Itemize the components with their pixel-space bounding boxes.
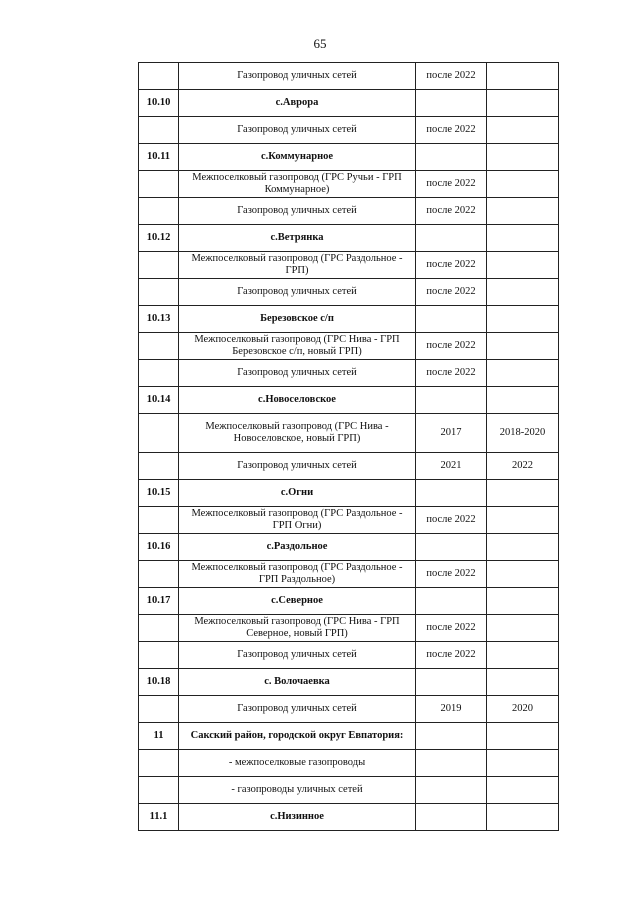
year-end-cell: 2020 [487,696,559,723]
page-number: 65 [313,36,327,51]
year-end-cell [487,117,559,144]
table-row [139,480,559,507]
table-row [139,252,559,279]
object-name-cell: Газопровод уличных сетей [179,279,416,306]
table-row [139,387,559,414]
year-start-cell: после 2022 [416,615,487,642]
object-name-cell: Газопровод уличных сетей [179,642,416,669]
table-row [139,117,559,144]
object-name-cell: Межпоселковый газопровод (ГРС Нива - Новоселовское, новый ГРП) [179,414,416,453]
table-row [139,804,559,831]
table-row [139,453,559,480]
row-number-cell: 10.17 [139,588,179,615]
year-start-cell [416,480,487,507]
table-row [139,615,559,642]
table-row [139,669,559,696]
year-end-cell [487,252,559,279]
year-end-cell [487,387,559,414]
year-end-cell: 2022 [487,453,559,480]
year-end-cell [487,279,559,306]
year-end-cell [487,777,559,804]
row-number-cell [139,63,179,90]
year-start-cell [416,225,487,252]
year-end-cell [487,723,559,750]
table-row [139,777,559,804]
year-start-cell [416,777,487,804]
table-row [139,507,559,534]
table-row [139,90,559,117]
object-name-cell: Межпоселковый газопровод (ГРС Раздольное - ГРП) [179,252,416,279]
object-name-cell: с.Раздольное [179,534,416,561]
row-number-cell [139,171,179,198]
table-row [139,333,559,360]
row-number-cell [139,279,179,306]
table-row [139,225,559,252]
year-start-cell: после 2022 [416,507,487,534]
year-end-cell [487,225,559,252]
table-row [139,144,559,171]
row-number-cell [139,360,179,387]
row-number-cell: 10.10 [139,90,179,117]
table-row [139,642,559,669]
object-name-cell: с.Северное [179,588,416,615]
year-start-cell [416,669,487,696]
row-number-cell: 10.13 [139,306,179,333]
year-end-cell [487,588,559,615]
object-name-cell: Газопровод уличных сетей [179,360,416,387]
year-end-cell: 2018-2020 [487,414,559,453]
year-start-cell [416,534,487,561]
year-end-cell [487,90,559,117]
year-start-cell [416,723,487,750]
year-start-cell: после 2022 [416,252,487,279]
table-row [139,723,559,750]
object-name-cell: Газопровод уличных сетей [179,198,416,225]
year-start-cell [416,306,487,333]
object-name-cell: Газопровод уличных сетей [179,453,416,480]
table-row [139,360,559,387]
year-start-cell [416,588,487,615]
year-start-cell [416,90,487,117]
year-end-cell [487,642,559,669]
row-number-cell [139,696,179,723]
year-start-cell [416,387,487,414]
year-end-cell [487,534,559,561]
row-number-cell [139,507,179,534]
object-name-cell: с.Низинное [179,804,416,831]
row-number-cell [139,414,179,453]
year-end-cell [487,507,559,534]
row-number-cell: 10.18 [139,669,179,696]
object-name-cell: Газопровод уличных сетей [179,117,416,144]
row-number-cell [139,333,179,360]
object-name-cell: Газопровод уличных сетей [179,63,416,90]
year-start-cell: после 2022 [416,279,487,306]
year-start-cell: 2017 [416,414,487,453]
object-name-cell: Сакский район, городской округ Евпатория: [179,723,416,750]
year-start-cell [416,750,487,777]
object-name-cell: Межпоселковый газопровод (ГРС Нива - ГРП Березовское с/п, новый ГРП) [179,333,416,360]
object-name-cell: - газопроводы уличных сетей [179,777,416,804]
table-body [139,63,559,831]
row-number-cell: 11 [139,723,179,750]
object-name-cell: Межпоселковый газопровод (ГРС Раздольное - ГРП Огни) [179,507,416,534]
row-number-cell [139,117,179,144]
row-number-cell [139,198,179,225]
row-number-cell [139,561,179,588]
object-name-cell: Межпоселковый газопровод (ГРС Ручьи - ГРП Коммунарное) [179,171,416,198]
year-end-cell [487,144,559,171]
object-name-cell: с.Огни [179,480,416,507]
year-end-cell [487,480,559,507]
year-end-cell [487,615,559,642]
row-number-cell: 10.12 [139,225,179,252]
row-number-cell: 10.16 [139,534,179,561]
year-start-cell: после 2022 [416,198,487,225]
year-end-cell [487,750,559,777]
table-row [139,588,559,615]
table-row [139,696,559,723]
year-end-cell [487,669,559,696]
year-end-cell [487,171,559,198]
row-number-cell [139,453,179,480]
year-start-cell: после 2022 [416,561,487,588]
table-row [139,198,559,225]
year-start-cell: после 2022 [416,117,487,144]
object-name-cell: с.Ветрянка [179,225,416,252]
row-number-cell [139,777,179,804]
table-row [139,750,559,777]
year-start-cell: 2021 [416,453,487,480]
year-start-cell: после 2022 [416,642,487,669]
year-end-cell [487,360,559,387]
year-end-cell [487,198,559,225]
object-name-cell: Газопровод уличных сетей [179,696,416,723]
row-number-cell: 10.11 [139,144,179,171]
table-row [139,171,559,198]
object-name-cell: с.Коммунарное [179,144,416,171]
object-name-cell: с. Волочаевка [179,669,416,696]
year-start-cell: после 2022 [416,63,487,90]
year-start-cell: после 2022 [416,171,487,198]
row-number-cell: 10.15 [139,480,179,507]
table-row [139,63,559,90]
table-row [139,414,559,453]
object-name-cell: Березовское с/п [179,306,416,333]
object-name-cell: с.Аврора [179,90,416,117]
object-name-cell: с.Новоселовское [179,387,416,414]
year-start-cell: после 2022 [416,333,487,360]
object-name-cell: Межпоселковый газопровод (ГРС Раздольное - ГРП Раздольное) [179,561,416,588]
object-name-cell: - межпоселковые газопроводы [179,750,416,777]
row-number-cell [139,615,179,642]
table-row [139,279,559,306]
year-end-cell [487,561,559,588]
year-start-cell: 2019 [416,696,487,723]
table-row [139,534,559,561]
table-row [139,306,559,333]
table-row [139,561,559,588]
year-start-cell [416,144,487,171]
row-number-cell [139,252,179,279]
row-number-cell: 10.14 [139,387,179,414]
row-number-cell [139,642,179,669]
year-start-cell: после 2022 [416,360,487,387]
row-number-cell [139,750,179,777]
object-name-cell: Межпоселковый газопровод (ГРС Нива - ГРП Северное, новый ГРП) [179,615,416,642]
row-number-cell: 11.1 [139,804,179,831]
year-end-cell [487,333,559,360]
gas-pipeline-table [138,62,559,831]
year-end-cell [487,804,559,831]
year-end-cell [487,306,559,333]
year-start-cell [416,804,487,831]
year-end-cell [487,63,559,90]
